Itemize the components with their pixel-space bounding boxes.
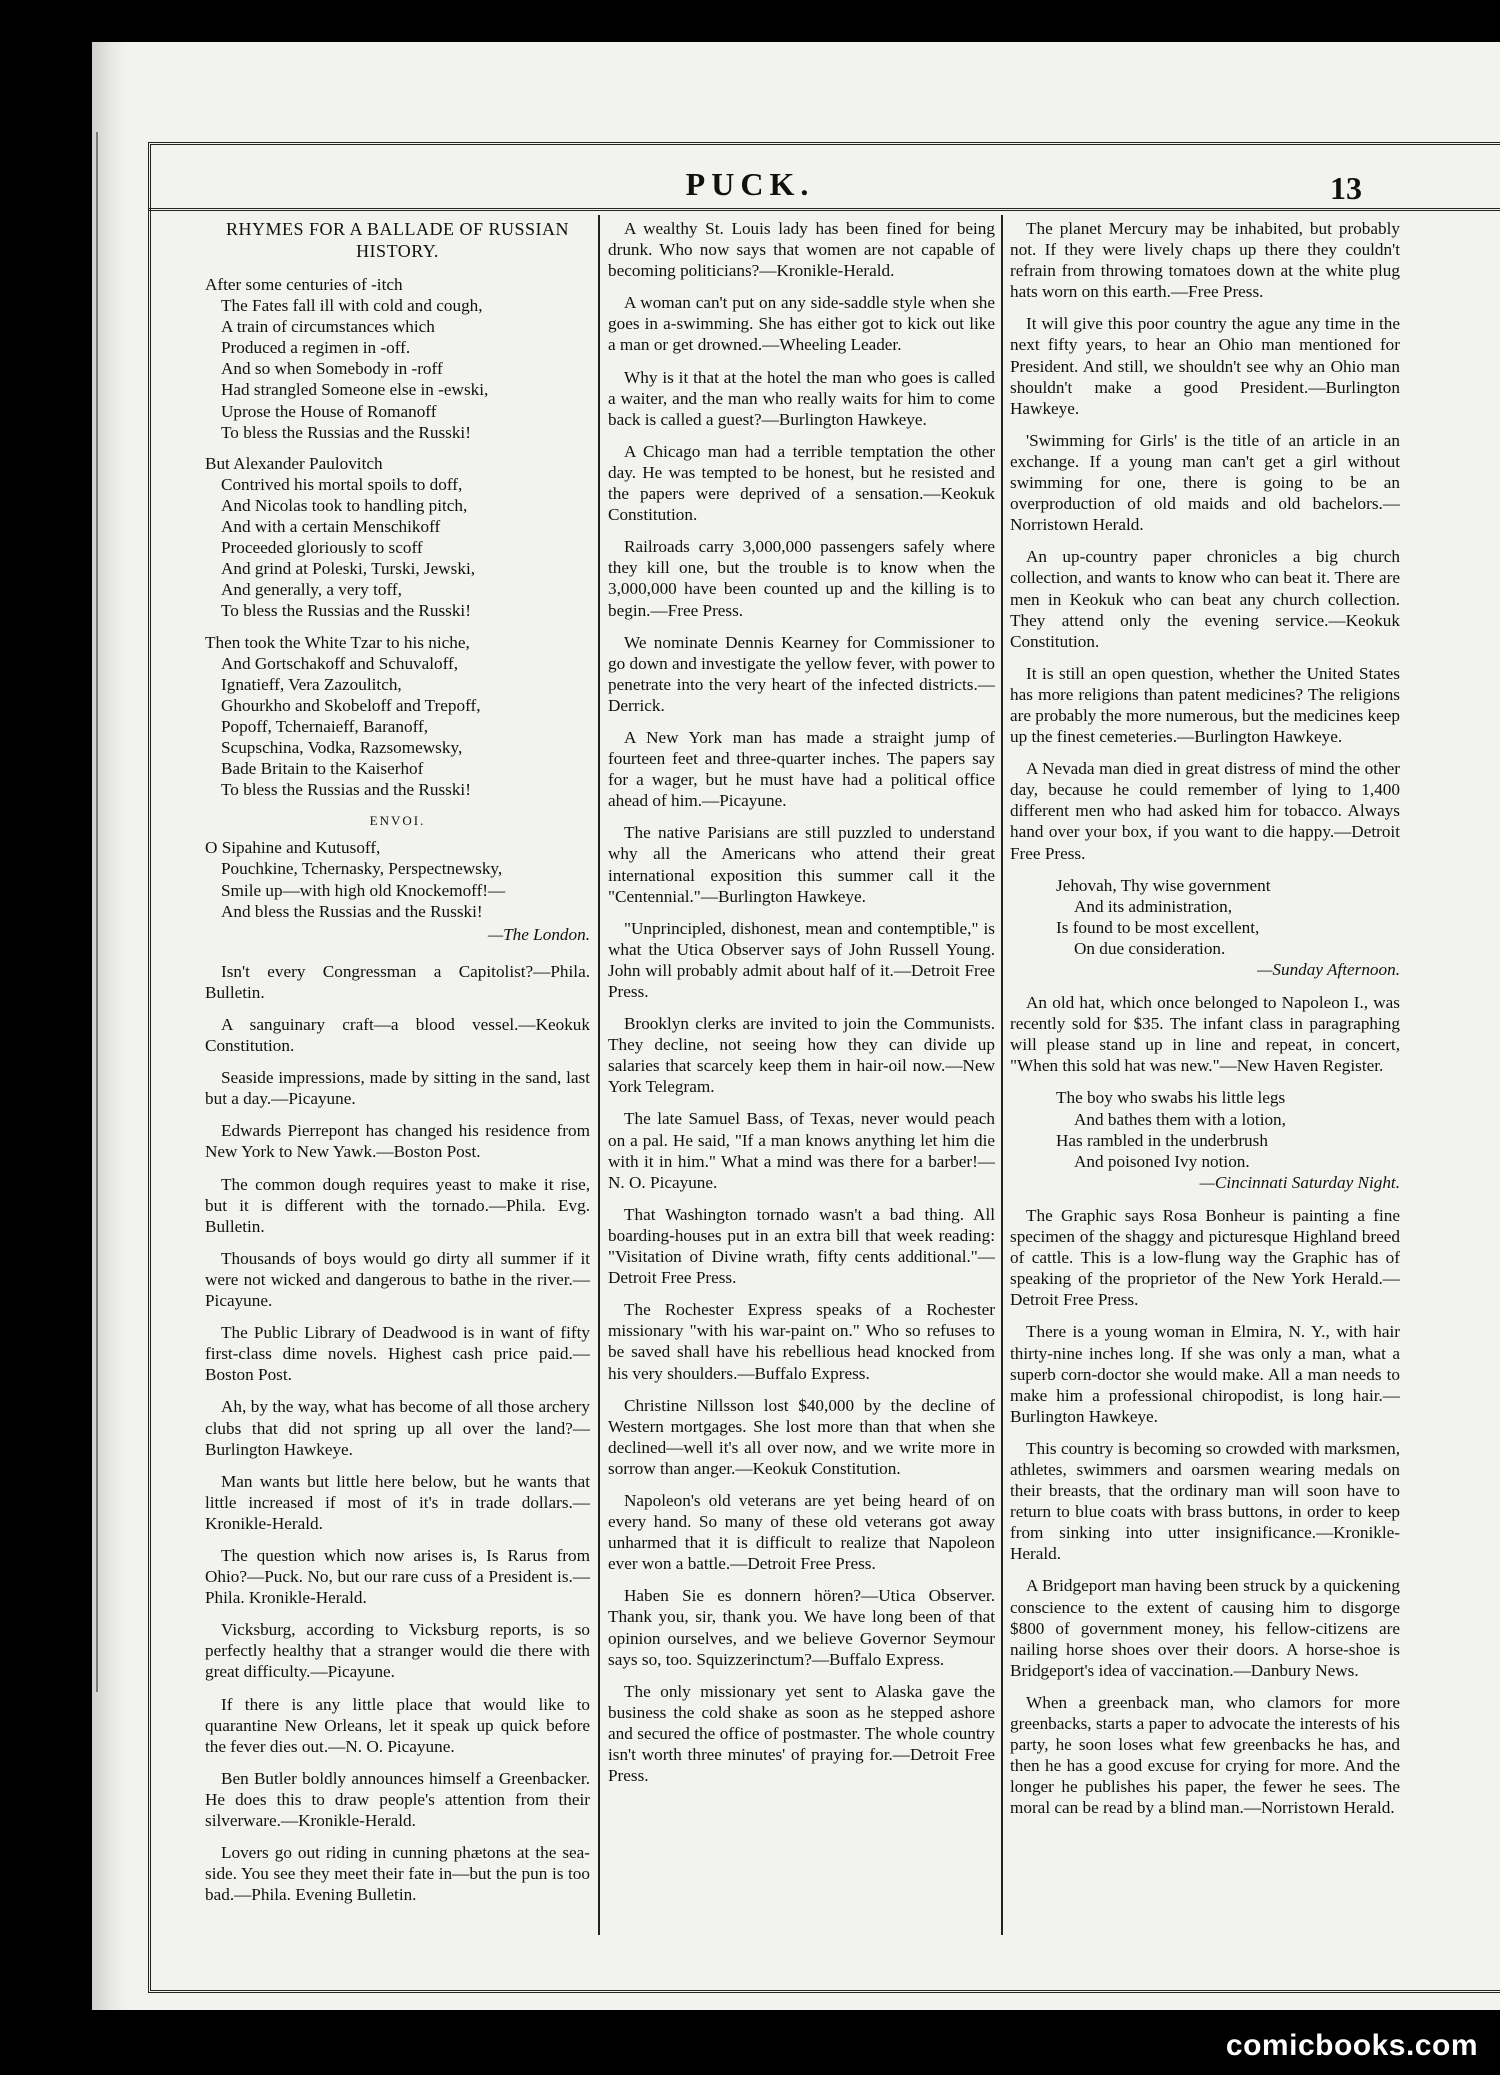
news-item: An old hat, which once belonged to Napoleon I., was recently sold for $35. The infant class in paragraphing will please stand up in line and repeat, in concert, "When this sold hat was new."—New Haven Register. xyxy=(1010,993,1400,1076)
verse-line: Is found to be most excellent, xyxy=(1056,917,1260,937)
verse-line: Contrived his mortal spoils to doff, xyxy=(221,474,463,494)
verse-line: Has rambled in the underbrush xyxy=(1056,1130,1268,1150)
news-item: Brooklyn clerks are invited to join the Communists. They decline, not seeing how they can divide up salaries that scarcely keep them in hair-oil now.—New York Telegram. xyxy=(608,1014,995,1097)
stanza-3 xyxy=(205,632,590,801)
envoi-heading: ENVOI. xyxy=(369,813,426,829)
verse-line: And so when Somebody in -roff xyxy=(221,359,443,379)
spine-edge-line xyxy=(96,132,98,1692)
verse-line: And its administration, xyxy=(1074,896,1233,916)
verse-line: To bless the Russias and the Russki! xyxy=(221,780,471,800)
news-item: It will give this poor country the ague any time in the next fifty years, to hear an Ohio man mentioned for President. And still, we shouldn't see why an Ohio man shouldn't make a good President.—Burlington Hawkeye. xyxy=(1010,314,1400,418)
verse-line: On due consideration. xyxy=(1074,938,1226,958)
verse-line: The Fates fall ill with cold and cough, xyxy=(221,296,483,316)
column-2 xyxy=(608,218,995,1797)
verse-line: To bless the Russias and the Russki! xyxy=(221,601,471,621)
news-item: A Bridgeport man having been struck by a quickening conscience to the extent of causing him to disgorge $800 of government money, his fellow-citizens are nailing horse shoes over their doors. A horse-shoe is Bridgeport's idea of vaccination.—Danbury News. xyxy=(1010,1576,1400,1680)
news-item: A Nevada man died in great distress of mind the other day, because he could remember of lying to 1,400 different men who had asked him for tobacco. Always hand over your box, if you want to die happy.—Detroit Free Press. xyxy=(1010,759,1400,863)
stanza-2 xyxy=(205,453,590,622)
news-item: The native Parisians are still puzzled to understand why all the Americans who attend their great international exposition this summer call it the "Centennial."—Burlington Hawkeye. xyxy=(608,823,995,906)
news-item: Napoleon's old veterans are yet being heard of on every hand. So many of these old veterans got away unharmed that it is difficult to realize that Napoleon ever won a battle.—Detroit Free Press. xyxy=(608,1490,995,1574)
page-number: 13 xyxy=(1330,170,1362,206)
news-item: An up-country paper chronicles a big church collection, and wants to know who can beat it. There are men in Keokuk who can beat any church collection. They attend only the evening service.—Keokuk Constitution. xyxy=(1010,547,1400,651)
news-item: There is a young woman in Elmira, N. Y., with hair thirty-nine inches long. If she was only a man, what a superb corn-doctor she would make. All a man needs to make him a professional chiropodist, is long hair.—Burlington Hawkeye. xyxy=(1010,1322,1400,1426)
news-item: Man wants but little here below, but he wants that little increased if most of it's in trade dollars.—Kronikle-Herald. xyxy=(205,1471,590,1533)
verse-line: Popoff, Tchernaieff, Baranoff, xyxy=(221,716,429,736)
verse-source: —Sunday Afternoon. xyxy=(1257,960,1400,979)
verse-line: And with a certain Menschikoff xyxy=(221,517,441,537)
verse-line: And bathes them with a lotion, xyxy=(1074,1109,1286,1129)
header-rule xyxy=(148,208,1500,214)
news-item: A Chicago man had a terrible temptation the other day. He was tempted to be honest, but he resisted and the papers were deprived of a sensation.—Keokuk Constitution. xyxy=(608,441,995,525)
column-1 xyxy=(205,218,590,1916)
verse-line: Ignatieff, Vera Zazoulitch, xyxy=(221,674,402,694)
news-item: Isn't every Congressman a Capitolist?—Phila. Bulletin. xyxy=(205,961,590,1002)
news-item: The Public Library of Deadwood is in want of fifty first-class dime novels. Highest cash price paid.—Boston Post. xyxy=(205,1323,590,1385)
news-item: Ah, by the way, what has become of all those archery clubs that did not spring up all over the land?—Burlington Hawkeye. xyxy=(205,1397,590,1459)
verse-line: And poisoned Ivy notion. xyxy=(1074,1151,1250,1171)
news-item: Haben Sie es donnern hören?—Utica Observer. Thank you, sir, thank you. We have long been of that opinion ourselves, and we believe Governor Seymour says so, too. Squizzerinctum?—Buffalo Express. xyxy=(608,1586,995,1669)
news-item: Vicksburg, according to Vicksburg reports, is so perfectly healthy that a stranger would die there with great difficulty.—Picayune. xyxy=(205,1620,590,1682)
verse-line: O Sipahine and Kutusoff, xyxy=(205,838,381,858)
verse-line: Then took the White Tzar to his niche, xyxy=(205,632,470,652)
verse-line: To bless the Russias and the Russki! xyxy=(221,422,471,442)
news-item: Edwards Pierrepont has changed his residence from New York to New Yawk.—Boston Post. xyxy=(205,1121,590,1162)
news-item: This country is becoming so crowded with marksmen, athletes, swimmers and oarsmen wearing medals on their breasts, that the ordinary man will soon have to return to blue coats with brass buttons, in order to keep from sinking into utter insignificance.—Kronikle-Herald. xyxy=(1010,1438,1400,1564)
site-watermark: comicbooks.com xyxy=(1225,2029,1478,2062)
news-item: Lovers go out riding in cunning phætons at the sea-side. You see they meet their fate in—but the pun is too bad.—Phila. Evening Bulletin. xyxy=(205,1843,590,1905)
verse-line: A train of circumstances which xyxy=(221,317,435,337)
news-item: The late Samuel Bass, of Texas, never would peach on a pal. He said, "If a man knows anything let him die with it in him." What a mind was there for a barber!—N. O. Picayune. xyxy=(608,1109,995,1192)
news-item: "Unprincipled, dishonest, mean and contemptible," is what the Utica Observer says of John Russell Young. John will probably admit about half of it.—Detroit Free Press. xyxy=(608,918,995,1001)
verse-line: Bade Britain to the Kaiserhof xyxy=(221,759,424,779)
verse-line: Had strangled Someone else in -ewski, xyxy=(221,380,489,400)
poem-title: RHYMES FOR A BALLADE OF RUSSIAN HISTORY. xyxy=(225,219,570,261)
news-item: That Washington tornado wasn't a bad thing. All boarding-houses put in an extra bill that week reading: "Visitation of Divine wrath, fifty cents additional."—Detroit Free Press. xyxy=(608,1204,995,1288)
news-item: The planet Mercury may be inhabited, but probably not. If they were lively chaps up there they couldn't refrain from throwing tomatoes down at the white plug hats worn on this earth.—Free Press. xyxy=(1010,219,1400,302)
column-rule-2 xyxy=(1001,215,1003,1935)
news-item: A woman can't put on any side-saddle style when she goes in a-swimming. She has either got to kick out like a man or get drowned.—Wheeling Leader. xyxy=(608,293,995,355)
verse-line: Proceeded gloriously to scoff xyxy=(221,538,423,558)
news-item: Why is it that at the hotel the man who goes is called a waiter, and the man who really waits for him to come back is called a guest?—Burlington Hawkeye. xyxy=(608,367,995,429)
poem-source: —The London. xyxy=(487,924,590,944)
masthead: PUCK. xyxy=(685,166,815,202)
verse-source: —Cincinnati Saturday Night. xyxy=(1199,1172,1400,1192)
verse-line: But Alexander Paulovitch xyxy=(205,453,383,473)
news-item: Railroads carry 3,000,000 passengers safely where they kill one, but the trouble is to know when the 3,000,000 have been counted up and the killing is to begin.—Free Press. xyxy=(608,537,995,620)
verse-line: After some centuries of -itch xyxy=(205,275,403,294)
verse-line: Smile up—with high old Knockemoff!— xyxy=(221,880,506,900)
verse-line: Jehovah, Thy wise government xyxy=(1056,875,1271,895)
news-item: The only missionary yet sent to Alaska gave the business the cold shake as soon as he stepped ashore and secured the office of postmaster. The whole country isn't worth three minutes' of praying for.—Detroit Free Press. xyxy=(608,1681,995,1786)
verse-line: Ghourkho and Skobeloff and Trepoff, xyxy=(221,695,481,715)
news-item: It is still an open question, whether the United States has more religions than patent medicines? The religions are probably the more numerous, but the medicines keep up the finest cemeteries.—Burlington Hawkeye. xyxy=(1010,663,1400,747)
news-item: The question which now arises is, Is Rarus from Ohio?—Puck. No, but our rare cuss of a President is.—Phila. Kronikle-Herald. xyxy=(205,1545,590,1608)
news-item: Thousands of boys would go dirty all summer if it were not wicked and dangerous to bathe in the river.—Picayune. xyxy=(205,1248,590,1311)
news-item: A wealthy St. Louis lady has been fined for being drunk. Who now says that women are not capable of becoming politicians?—Kronikle-Herald. xyxy=(608,219,995,281)
news-item: If there is any little place that would like to quarantine New Orleans, let it speak up quick before the fever dies out.—N. O. Picayune. xyxy=(205,1694,590,1756)
verse-line: The boy who swabs his little legs xyxy=(1056,1088,1286,1108)
verse-line: And grind at Poleski, Turski, Jewski, xyxy=(221,559,476,579)
verse-jehovah xyxy=(1010,875,1400,980)
news-item: 'Swimming for Girls' is the title of an article in an exchange. If a young man can't get a girl without swimming for one, there is going to be an overproduction of old maids and old bachelors.—Norristown Herald. xyxy=(1010,430,1400,535)
news-item: The Graphic says Rosa Bonheur is painting a fine specimen of the shaggy and picturesque Highland breed of cattle. This is a low-flung way the Graphic has of speaking of the proprietor of the New York Herald.—Detroit Free Press. xyxy=(1010,1205,1400,1310)
news-item: Seaside impressions, made by sitting in the sand, last but a day.—Picayune. xyxy=(205,1068,590,1109)
column-3 xyxy=(1010,218,1400,1829)
news-item: When a greenback man, who clamors for more greenbacks, starts a paper to advocate the interests of his party, he soon loses what few greenbacks he has, and then he has a good excuse for crying for more. And the longer he publishes his paper, the fewer he sees. The moral can be read by a blind man.—Norristown Herald. xyxy=(1010,1692,1400,1818)
verse-boy xyxy=(1010,1087,1400,1192)
verse-line: And generally, a very toff, xyxy=(221,580,402,600)
verse-line: Scupschina, Vodka, Razsomewsky, xyxy=(221,737,463,757)
verse-line: And bless the Russias and the Russki! xyxy=(221,901,483,921)
news-item: The common dough requires yeast to make it rise, but it is different with the tornado.—Phila. Evg. Bulletin. xyxy=(205,1174,590,1236)
news-item: Christine Nillsson lost $40,000 by the decline of Western mortgages. She lost more than that when she declined—well it's all over now, and we write more in sorrow than anger.—Keokuk Constitution. xyxy=(608,1395,995,1478)
news-item: A sanguinary craft—a blood vessel.—Keokuk Constitution. xyxy=(205,1015,590,1056)
verse-line: Pouchkine, Tchernasky, Perspectnewsky, xyxy=(221,859,503,879)
news-item: A New York man has made a straight jump of fourteen feet and three-quarter inches. The papers say for a wager, but he must have had a political office ahead of him.—Picayune. xyxy=(608,727,995,811)
verse-line: And Gortschakoff and Schuvaloff, xyxy=(221,653,459,673)
verse-line: Uprose the House of Romanoff xyxy=(221,401,437,421)
verse-line: And Nicolas took to handling pitch, xyxy=(221,495,468,515)
news-item: We nominate Dennis Kearney for Commissioner to go down and investigate the yellow fever, with power to penetrate into the very heart of the infected districts.—Derrick. xyxy=(608,632,995,715)
news-item: The Rochester Express speaks of a Rochester missionary "with his war-paint on." Who so refuses to be saved shall have his rebellious head knocked from his very shoulders.—Buffalo Express. xyxy=(608,1300,995,1383)
column-rule-1 xyxy=(598,215,600,1935)
verse-line: Produced a regimen in -off. xyxy=(221,338,411,358)
stanza-1 xyxy=(205,274,590,443)
news-item: Ben Butler boldly announces himself a Greenbacker. He does this to draw people's attention from their silverware.—Kronikle-Herald. xyxy=(205,1768,590,1830)
envoi-stanza xyxy=(205,837,590,921)
